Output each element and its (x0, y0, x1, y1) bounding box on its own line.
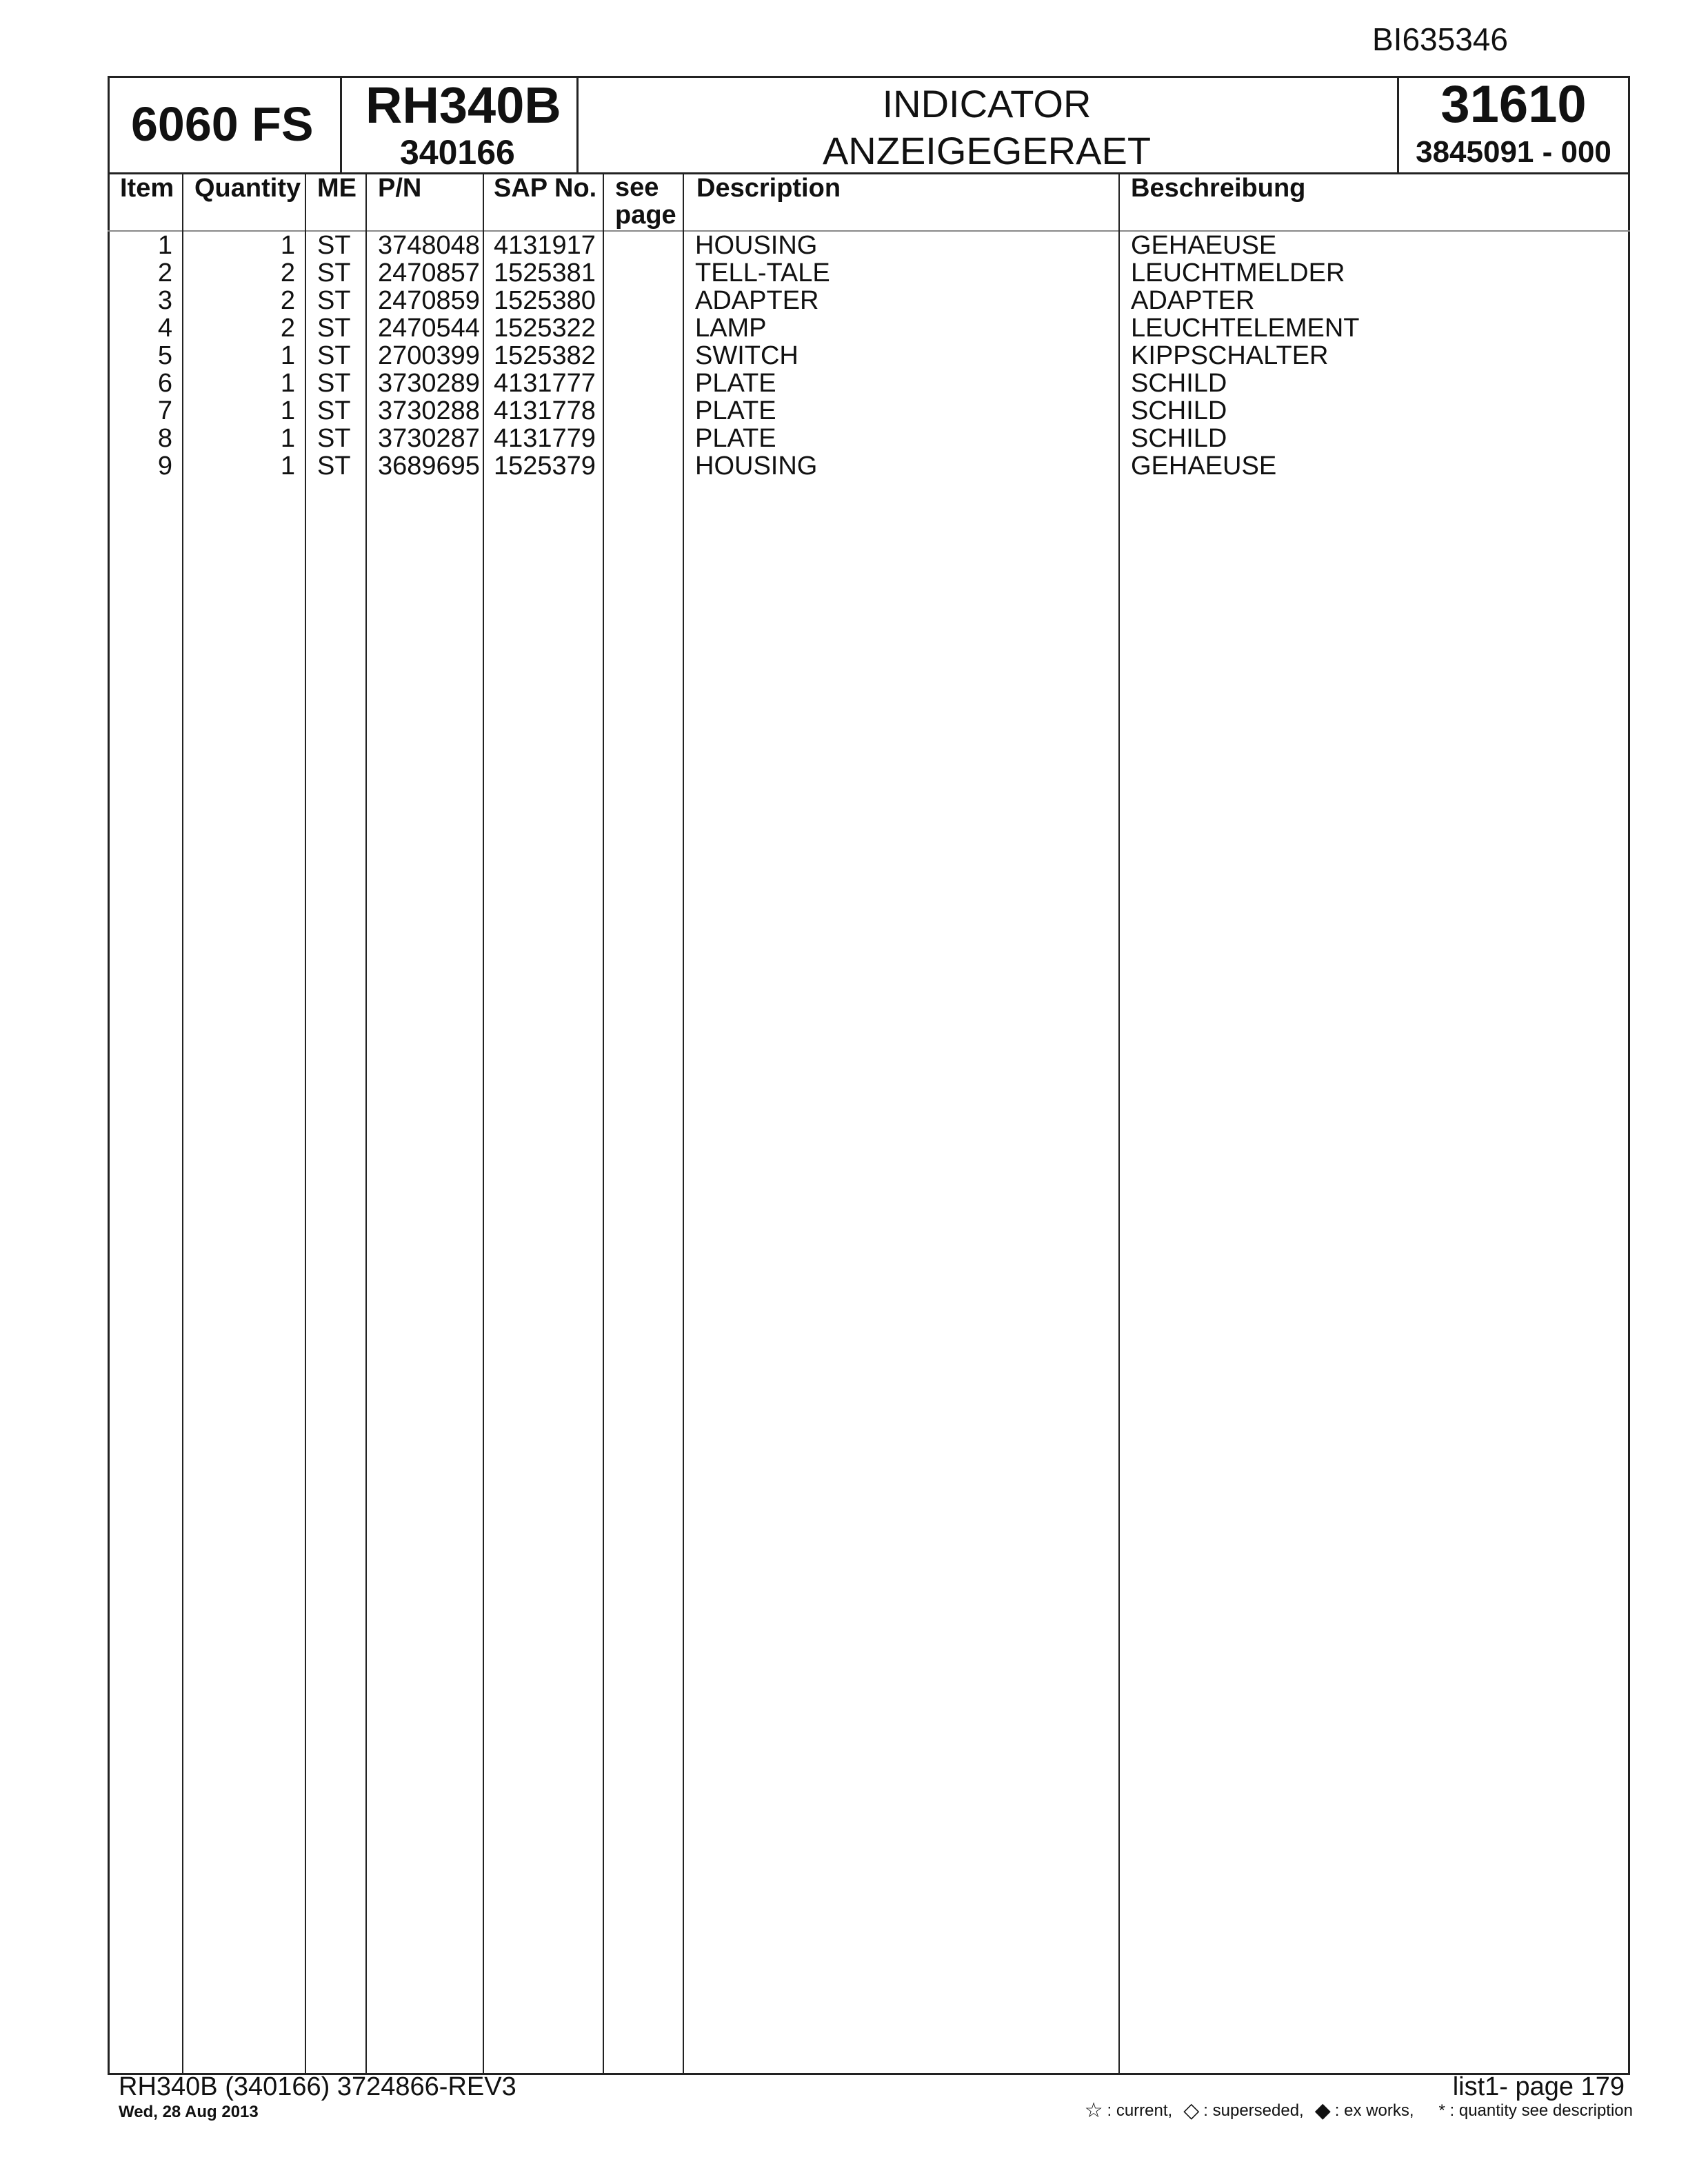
quantity-cell: 2 (280, 286, 295, 315)
item-cell: 4 (157, 314, 172, 343)
column-line (603, 172, 604, 2075)
beschreibung-cell: SCHILD (1131, 396, 1227, 425)
sap-cell: 1525322 (494, 314, 596, 343)
description-cell: LAMP (695, 314, 767, 343)
quantity-cell: 2 (280, 314, 295, 343)
quantity-cell: 1 (280, 369, 295, 398)
sap-cell: 4131917 (494, 231, 596, 260)
beschreibung-cell: LEUCHTMELDER (1131, 259, 1345, 287)
description-cell: PLATE (695, 396, 776, 425)
quantity-cell: 2 (280, 259, 295, 287)
me-cell: ST (317, 314, 351, 343)
column-line (305, 172, 306, 2075)
column-header-item: Item (120, 174, 174, 203)
item-cell: 3 (157, 286, 172, 315)
pn-cell: 2700399 (378, 341, 480, 370)
diamond-outline-icon: ◇ (1183, 2099, 1200, 2122)
item-cell: 1 (157, 231, 172, 260)
column-header-description: Description (696, 174, 841, 203)
sap-cell: 4131777 (494, 369, 596, 398)
column-header-pn: P/N (378, 174, 422, 203)
beschreibung-cell: GEHAEUSE (1131, 452, 1277, 481)
title-english: INDICATOR (882, 82, 1092, 125)
column-line (483, 172, 484, 2075)
pn-cell: 2470859 (378, 286, 480, 315)
group-number: 31610 (1440, 75, 1587, 134)
pn-cell: 3730287 (378, 424, 480, 453)
beschreibung-cell: GEHAEUSE (1131, 231, 1277, 260)
pn-cell: 3748048 (378, 231, 480, 260)
description-cell: ADAPTER (695, 286, 819, 315)
description-cell: HOUSING (695, 452, 818, 481)
beschreibung-cell: KIPPSCHALTER (1131, 341, 1329, 370)
title-german: ANZEIGEGERAET (822, 129, 1152, 172)
quantity-cell: 1 (280, 341, 295, 370)
item-cell: 2 (157, 259, 172, 287)
machine-label: RH340B (365, 77, 561, 134)
me-cell: ST (317, 424, 351, 453)
me-cell: ST (317, 341, 351, 370)
quantity-cell: 1 (280, 424, 295, 453)
me-cell: ST (317, 369, 351, 398)
legend (1085, 2101, 1633, 2121)
beschreibung-cell: LEUCHTELEMENT (1131, 314, 1360, 343)
sap-cell: 4131779 (494, 424, 596, 453)
model-label: 6060 FS (131, 97, 314, 151)
quantity-cell: 1 (280, 396, 295, 425)
description-cell: HOUSING (695, 231, 818, 260)
sap-cell: 1525380 (494, 286, 596, 315)
quantity-cell: 1 (280, 231, 295, 260)
item-cell: 5 (157, 341, 172, 370)
item-cell: 7 (157, 396, 172, 425)
column-header-me: ME (317, 174, 356, 203)
me-cell: ST (317, 286, 351, 315)
sap-cell: 1525379 (494, 452, 596, 481)
column-header-sap: SAP No. (494, 174, 597, 203)
me-cell: ST (317, 452, 351, 481)
beschreibung-cell: SCHILD (1131, 424, 1227, 453)
description-cell: PLATE (695, 369, 776, 398)
item-cell: 6 (157, 369, 172, 398)
item-cell: 9 (157, 452, 172, 481)
column-line (182, 172, 183, 2075)
item-cell: 8 (157, 424, 172, 453)
legend-quantity: * : quantity see description (1438, 2101, 1633, 2120)
diamond-filled-icon: ◆ (1314, 2099, 1331, 2122)
footer-document-id: RH340B (340166) 3724866-REV3 (119, 2072, 516, 2101)
ident-number: 3845091 - 000 (1416, 135, 1611, 169)
column-line (683, 172, 684, 2075)
pn-cell: 3730288 (378, 396, 480, 425)
description-cell: TELL-TALE (695, 259, 830, 287)
pn-cell: 2470857 (378, 259, 480, 287)
beschreibung-cell: SCHILD (1131, 369, 1227, 398)
header-separator (340, 76, 342, 172)
me-cell: ST (317, 259, 351, 287)
header-separator (1397, 76, 1399, 172)
legend-exworks: : ex works, (1334, 2101, 1414, 2120)
me-cell: ST (317, 396, 351, 425)
document-reference: BI635346 (1372, 21, 1508, 57)
column-line (365, 172, 367, 2075)
description-cell: SWITCH (695, 341, 798, 370)
legend-current: : current, (1107, 2101, 1173, 2120)
legend-superseded: : superseded, (1203, 2101, 1304, 2120)
me-cell: ST (317, 231, 351, 260)
beschreibung-cell: ADAPTER (1131, 286, 1255, 315)
serial-number: 340166 (400, 133, 515, 172)
description-cell: PLATE (695, 424, 776, 453)
sap-cell: 1525382 (494, 341, 596, 370)
sap-cell: 1525381 (494, 259, 596, 287)
star-icon: ☆ (1084, 2099, 1103, 2122)
quantity-cell: 1 (280, 452, 295, 481)
pn-cell: 2470544 (378, 314, 480, 343)
column-header-see-page: see page (615, 173, 676, 230)
column-header-beschreibung: Beschreibung (1131, 174, 1306, 203)
sap-cell: 4131778 (494, 396, 596, 425)
column-header-quantity: Quantity (194, 174, 301, 203)
footer-page-number: list1- page 179 (1452, 2072, 1625, 2101)
pn-cell: 3730289 (378, 369, 480, 398)
column-line (1118, 172, 1120, 2075)
footer-date: Wed, 28 Aug 2013 (119, 2103, 259, 2121)
pn-cell: 3689695 (378, 452, 480, 481)
